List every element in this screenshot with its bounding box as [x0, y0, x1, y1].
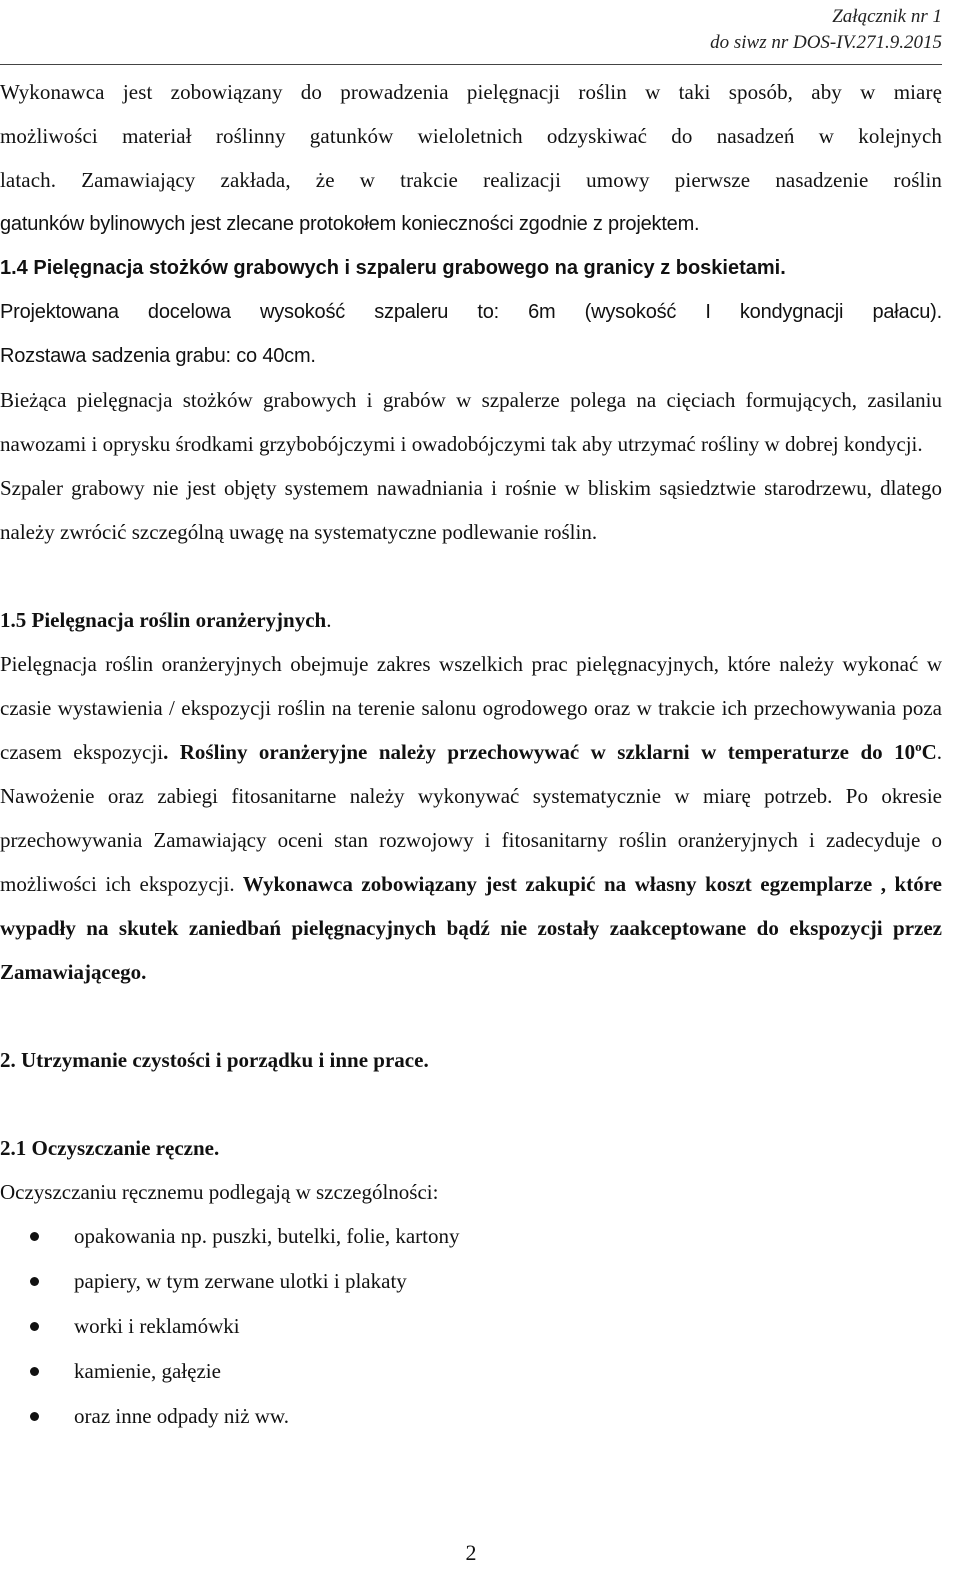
- bullet-icon: [30, 1367, 39, 1376]
- spacer: [0, 554, 942, 598]
- text-line: Wykonawca jest zobowiązany do prowadzenia pielęgnacji roślin w taki sposób, aby w miarę: [0, 80, 942, 104]
- text-run-bold: C: [921, 740, 937, 764]
- list-item-text: opakowania np. puszki, butelki, folie, kartony: [74, 1224, 460, 1248]
- text-line: Rozstawa sadzenia grabu: co 40cm.: [0, 345, 316, 367]
- list-item-text: papiery, w tym zerwane ulotki i plakaty: [74, 1269, 407, 1293]
- text-run: Pielęgnacja roślin oranżeryjnych obejmuje zakres wszelkich prac pielęgnacyjnych, które należy wykonać w czasie wystawienia / ekspozycji roślin na terenie salonu ogrodowego oraz w trakcie ich przechowywania poza czasem ekspozycji: [0, 652, 942, 764]
- text-line: możliwości materiał roślinny gatunków wieloletnich odzyskiwać do nasadzeń w kolejnych: [0, 124, 942, 148]
- paragraph-intro: [0, 70, 942, 246]
- header-attachment: Załącznik nr 1: [832, 6, 942, 27]
- text-run-bold: .: [163, 740, 169, 764]
- text-line: gatunków bylinowych jest zlecane protokołem konieczności zgodnie z projektem.: [0, 213, 700, 235]
- bullet-icon: [30, 1412, 39, 1421]
- list-item: [0, 1259, 942, 1304]
- list-item: [0, 1304, 942, 1349]
- list-item: [0, 1214, 942, 1259]
- bullet-icon: [30, 1232, 39, 1241]
- header-divider: [0, 64, 942, 65]
- list-item: [0, 1394, 942, 1439]
- heading-period: .: [326, 608, 332, 632]
- spacer: [0, 994, 942, 1038]
- text-run: . Nawożenie oraz zabiegi fitosanitarne należy wykonywać systematycznie w miarę potrzeb. Po okresie przechowywania Zamawiający oceni stan rozwojowy i fitosanitarny roślin oranżeryjnych i zadecyduje o możliwości ich ekspozycji.: [0, 740, 942, 896]
- bullet-icon: [30, 1277, 39, 1286]
- list-item-text: worki i reklamówki: [74, 1314, 240, 1338]
- paragraph-hornbeam-watering: Szpaler grabowy nie jest objęty systemem nawadniania i rośnie w bliskim sąsiedztwie starodrzewu, dlatego należy zwrócić szczególną uwagę na systematyczne podlewanie roślin.: [0, 476, 942, 544]
- list-item: [0, 1349, 942, 1394]
- spacer: [0, 1082, 942, 1126]
- document-body: [0, 70, 942, 1439]
- section-heading-1-4: 1.4 Pielęgnacja stożków grabowych i szpaleru grabowego na granicy z boskietami.: [0, 257, 786, 279]
- page-number: 2: [465, 1540, 477, 1565]
- cleaning-items-list: [0, 1214, 942, 1439]
- section-heading-1-5: [0, 598, 942, 642]
- list-intro: Oczyszczaniu ręcznemu podlegają w szczególności:: [0, 1180, 439, 1204]
- text-run-bold: Rośliny oranżeryjne należy przechowywać w szklarni w temperaturze do 10: [168, 740, 916, 764]
- paragraph-hornbeam-care: Bieżąca pielęgnacja stożków grabowych i grabów w szpalerze polega na cięciach formujących, zasilaniu nawozami i oprysku środkami grzybobójczymi i owadobójczymi tak aby utrzymać rośliny w dobrej kondycji.: [0, 388, 942, 456]
- page-header: [710, 4, 942, 56]
- bullet-icon: [30, 1322, 39, 1331]
- paragraph-orangery: [0, 642, 942, 994]
- heading-text: 1.5 Pielęgnacja roślin oranżeryjnych: [0, 608, 327, 632]
- list-item-text: kamienie, gałęzie: [74, 1359, 221, 1383]
- text-line: latach. Zamawiający zakłada, że w trakcie realizacji umowy pierwsze nasadzenie roślin: [0, 168, 942, 192]
- list-item-text: oraz inne odpady niż ww.: [74, 1404, 289, 1428]
- text-line: Projektowana docelowa wysokość szpaleru to: 6m (wysokość I kondygnacji pałacu).: [0, 301, 942, 323]
- degree-superscript: o: [915, 739, 922, 754]
- header-reference: do siwz nr DOS-IV.271.9.2015: [710, 32, 942, 53]
- text-run-bold: Wykonawca zobowiązany jest zakupić na własny koszt egzemplarze , które wypadły na skutek zaniedbań pielęgnacyjnych bądź nie zostały zaakceptowane do ekspozycji przez Zamawiającego.: [0, 872, 942, 984]
- section-heading-2-1: 2.1 Oczyszczanie ręczne.: [0, 1136, 220, 1160]
- section-heading-2: 2. Utrzymanie czystości i porządku i inne prace.: [0, 1048, 429, 1072]
